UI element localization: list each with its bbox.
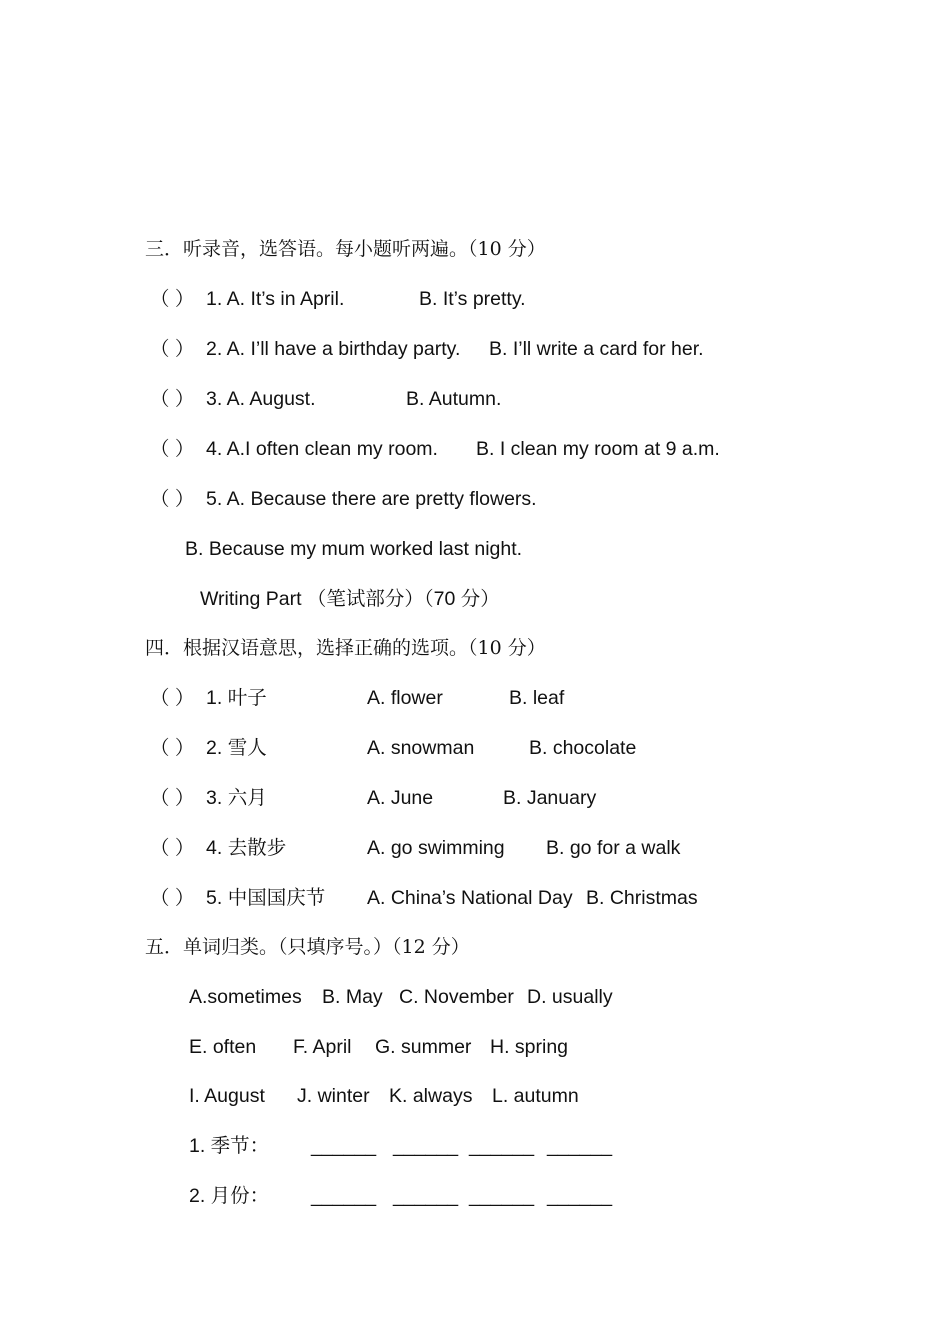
answer-paren[interactable]: （ ） (150, 887, 195, 909)
option-a: A. It’s in April. (226, 288, 345, 310)
item-number: 5. (206, 488, 223, 510)
section5-heading: 五．单词归类。（只填序号。）（12 分） (145, 936, 470, 958)
answer-paren[interactable]: （ ） (150, 737, 195, 759)
chinese-term: 叶子 (227, 687, 267, 709)
section4-item-5 (150, 885, 698, 911)
answer-paren[interactable]: （ ） (150, 388, 195, 410)
word-option: I. August (189, 1085, 265, 1107)
season-label: 1. 季节： (189, 1135, 270, 1157)
option-b: B. Autumn. (406, 388, 502, 410)
chinese-term: 去散步 (227, 837, 287, 859)
item-number: 2. (206, 338, 223, 360)
word-option: K. always (389, 1085, 473, 1107)
option-a: A. go swimming (367, 837, 505, 859)
section3-item-5 (150, 486, 537, 512)
word-option: D. usually (527, 986, 613, 1008)
option-a: A. snowman (367, 737, 475, 759)
answer-paren[interactable]: （ ） (150, 288, 195, 310)
option-b: B. go for a walk (546, 837, 681, 859)
section4-item-3 (150, 785, 597, 811)
section3-heading: 三．听录音，选答语。每小题听两遍。（10 分） (145, 238, 546, 260)
word-option: B. May (322, 986, 383, 1008)
word-option: E. often (189, 1036, 257, 1058)
word-option: A.sometimes (189, 986, 302, 1008)
answer-blank[interactable]: ______ (311, 1185, 377, 1207)
chinese-term: 六月 (227, 787, 267, 809)
item-number: 3. (206, 787, 223, 809)
writing-part-title: Writing Part （笔试部分）（70 分） (200, 588, 500, 610)
option-a: A. June (367, 787, 434, 809)
option-a: A. China’s National Day (367, 887, 573, 909)
answer-blank[interactable]: ______ (311, 1135, 377, 1157)
section4-item-4 (150, 835, 681, 861)
item-number: 4. (206, 837, 223, 859)
answer-paren[interactable]: （ ） (150, 787, 195, 809)
option-b: B. I’ll write a card for her. (489, 338, 704, 360)
option-a: A. August. (226, 388, 316, 410)
option-a: A. Because there are pretty flowers. (226, 488, 537, 510)
section3-item-5-option-b: B. Because my mum worked last night. (185, 538, 523, 560)
answer-blank[interactable]: ______ (547, 1135, 613, 1157)
word-option: F. April (293, 1036, 352, 1058)
answer-paren[interactable]: （ ） (150, 687, 195, 709)
word-option: J. winter (297, 1085, 370, 1107)
word-option: C. November (399, 986, 514, 1008)
item-number: 3. (206, 388, 223, 410)
answer-blank[interactable]: ______ (547, 1185, 613, 1207)
season-answer-row (189, 1133, 639, 1159)
option-b: B. I clean my room at 9 a.m. (476, 438, 720, 460)
answer-blank[interactable]: ______ (393, 1185, 459, 1207)
option-a: A. I’ll have a birthday party. (226, 338, 461, 360)
option-b: B. It’s pretty. (419, 288, 526, 310)
answer-blank[interactable]: ______ (469, 1135, 535, 1157)
answer-blank[interactable]: ______ (393, 1135, 459, 1157)
word-option: G. summer (375, 1036, 472, 1058)
month-answer-row (189, 1183, 639, 1209)
month-label: 2. 月份： (189, 1185, 270, 1207)
section3-item-3 (150, 386, 502, 412)
option-b: B. leaf (509, 687, 565, 709)
word-option: H. spring (490, 1036, 569, 1058)
section4-item-1 (150, 685, 565, 711)
section3-item-2 (150, 336, 704, 362)
chinese-term: 中国国庆节 (227, 887, 326, 909)
item-number: 4. (206, 438, 223, 460)
item-number: 2. (206, 737, 223, 759)
chinese-term: 雪人 (227, 737, 267, 759)
answer-paren[interactable]: （ ） (150, 338, 195, 360)
section3-item-1 (150, 286, 526, 312)
option-b: B. Christmas (586, 887, 698, 909)
item-number: 1. (206, 687, 223, 709)
answer-blank[interactable]: ______ (469, 1185, 535, 1207)
option-a: A.I often clean my room. (226, 438, 438, 460)
section3-item-4 (150, 436, 720, 462)
option-b: B. January (503, 787, 597, 809)
item-number: 1. (206, 288, 223, 310)
answer-paren[interactable]: （ ） (150, 488, 195, 510)
answer-paren[interactable]: （ ） (150, 837, 195, 859)
section4-item-2 (150, 735, 637, 761)
item-number: 5. (206, 887, 223, 909)
answer-paren[interactable]: （ ） (150, 438, 195, 460)
word-option: L. autumn (492, 1085, 579, 1107)
option-b: B. chocolate (529, 737, 637, 759)
option-a: A. flower (367, 687, 443, 709)
section4-heading: 四．根据汉语意思，选择正确的选项。（10 分） (145, 637, 546, 659)
